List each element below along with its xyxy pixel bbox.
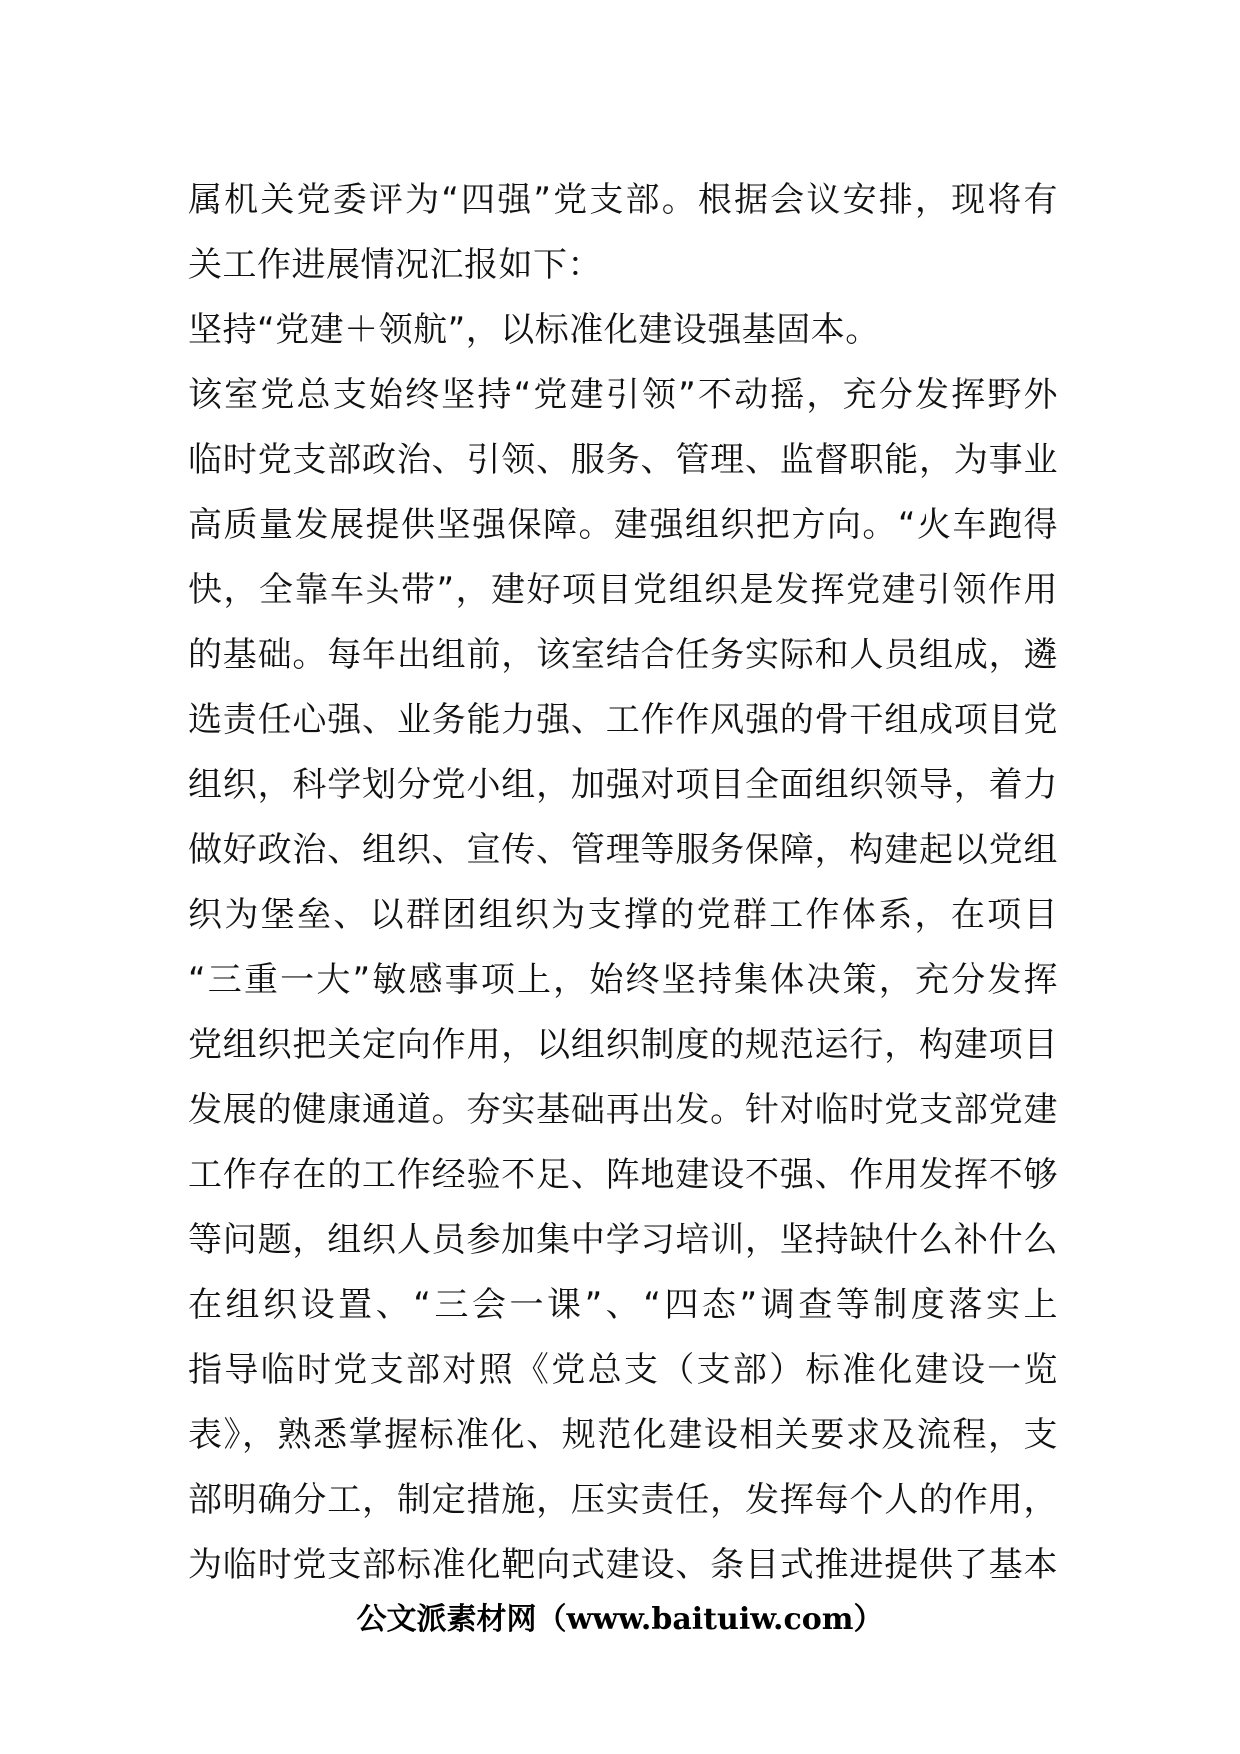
text-line: 属机关党委评为“四强”党支部。根据会议安排，现将有	[188, 180, 1058, 220]
text-line: 表》，熟悉掌握标准化、规范化建设相关要求及流程，支	[188, 1415, 1058, 1455]
text-line: 关工作进展情况汇报如下：	[188, 245, 602, 285]
text-line: 选责任心强、业务能力强、工作作风强的骨干组成项目党	[188, 700, 1058, 740]
text-line: 在组织设置、“三会一课”、“四态”调查等制度落实上	[188, 1285, 1058, 1325]
text-line: 织为堡垒、以群团组织为支撑的党群工作体系，在项目	[188, 895, 1058, 935]
text-line: 党组织把关定向作用，以组织制度的规范运行，构建项目	[188, 1025, 1058, 1065]
text-line: 为临时党支部标准化靶向式建设、条目式推进提供了基本	[188, 1545, 1058, 1585]
text-line: 做好政治、组织、宣传、管理等服务保障，构建起以党组	[188, 830, 1058, 870]
text-line: 高质量发展提供坚强保障。建强组织把方向。“火车跑得	[188, 505, 1058, 545]
footer-watermark: 公文派素材网（www.baituiw.com）	[356, 1602, 884, 1637]
section-heading: 坚持“党建＋领航”，以标准化建设强基固本。	[188, 310, 880, 350]
body-text	[188, 168, 1058, 1598]
text-line: 组织，科学划分党小组，加强对项目全面组织领导，着力	[188, 765, 1058, 805]
text-line: 快，全靠车头带”，建好项目党组织是发挥党建引领作用	[188, 570, 1058, 610]
text-line: 等问题，组织人员参加集中学习培训，坚持缺什么补什么	[188, 1220, 1058, 1260]
text-line: 发展的健康通道。夯实基础再出发。针对临时党支部党建	[188, 1090, 1058, 1130]
text-line: “三重一大”敏感事项上，始终坚持集体决策，充分发挥	[188, 960, 1058, 1000]
text-line: 工作存在的工作经验不足、阵地建设不强、作用发挥不够	[188, 1155, 1058, 1195]
text-line: 临时党支部政治、引领、服务、管理、监督职能，为事业	[188, 440, 1058, 480]
text-line: 该室党总支始终坚持“党建引领”不动摇，充分发挥野外	[188, 375, 1058, 415]
text-line: 部明确分工，制定措施，压实责任，发挥每个人的作用，	[188, 1480, 1058, 1520]
text-line: 指导临时党支部对照《党总支（支部）标准化建设一览	[188, 1350, 1058, 1390]
text-line: 的基础。每年出组前，该室结合任务实际和人员组成，遴	[188, 635, 1058, 675]
